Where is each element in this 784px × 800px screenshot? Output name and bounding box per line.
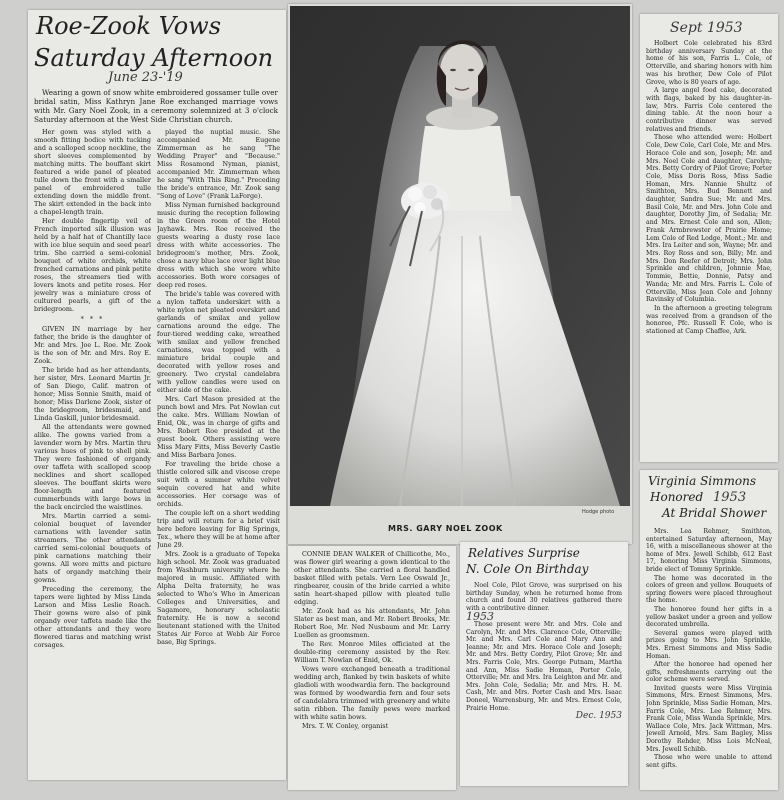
bride-photo-clipping <box>288 4 632 544</box>
col1-paragraph: Her gown was styled with a smooth fitting bodice with tucking and a scalloped scoop neckline, the short sleeves complemented by matching mitts. The bouffant skirt featured a wide panel of pleated tulle down the front with a smaller panel of embroidered tulle extending down the middle front. The skirt extended in the back into a chapel-length train. <box>34 128 151 216</box>
handwritten-year: 1953 <box>713 490 747 505</box>
col3-paragraph: Vows were exchanged beneath a traditional wedding arch, flanked by twin baskets of white gladioli with woodwardia fern. The background was formed by woodwardia fern and four sets of candelabra trimmed with greenery and white satin ribbon. The family pews were marked with white satin bows. <box>294 665 450 721</box>
col1-paragraph: Her double fingertip veil of French imported silk illusion was held by a half hat of Chantilly lace with ice blue sequin and seed pearl trim. She carried a semi-colonial bouquet of white orchids, white frenched carnations and pink petite roses, the streamers tied with lovers knots and petite roses. Her jewelry was a miniature cross of cultured pearls, a gift of the bridegroom. <box>34 217 151 313</box>
section-separator: * * * <box>80 315 105 323</box>
article-headline-line2: Saturday Afternoon <box>34 44 274 72</box>
article-column-3 <box>294 550 450 788</box>
right-bottom-paragraph: After the honoree had opened her gifts, refreshments carrying out the color scheme were served. <box>646 661 772 684</box>
middle-headline-line1: Relatives Surprise <box>468 546 580 560</box>
col2-paragraph: played the nuptial music. She accompanied Mr. Eugene Zimmerman as he sang "The Wedding Prayer" and "Because." Miss Rosamond Nyman, pianist, accompanied Mr. Zimmerman when he sang "With This Ring." Preceding the bride's entrance, Mr. Zook sang "Song of Love" (Frank LaForge). <box>157 128 280 200</box>
handwritten-date: June 23-'19 <box>108 70 183 85</box>
col3-paragraph: The Rev. Monroe Miles officiated at the double-ring ceremony assisted by the Rev. William T. Nowlan of Enid, Ok. <box>294 640 450 664</box>
right-top-paragraph: Those who attended were: Holbert Cole, Dew Cole, Carl Cole, Mr. and Mrs. Horace Cole and son, Joseph; Mr. and Mrs. Noel Cole and daughter, Carolyn; Mrs. Betty Cordry of Pilot Grove; Porter Cole, Miss Doris Ross, Miss Sadie Homan, Mrs. Nannie Shultz of Smithton, Mrs. Bud Bennett and daughter, Sandra Sue; Mr. and Mrs. Basil Cole, Mr. and Mrs. John Cole and daughter, Dorothy Jim, of Sedalia; Mr. and Mrs. Ernest Cole and son, Allen; Frank Armbrewster of Prairie Home; Lem Cole of Red Lodge, Mont.; Mr. and Mrs. Ira Leiter and son, Wayne; Mr. and Mrs. Roy Ross and son, Billy; Mr. and Mrs. Don Reefer of Detroit; Mrs. John Sprinkle and children, Johnnie Mae, Tommie, Bettie, Donnie, Patsy and Wanda; Mr. and Mrs. Farris L. Cole of Otterville, Miss Jean Cole and Johnny Ravinsky of Columbia. <box>646 134 772 304</box>
article-intro <box>34 88 278 125</box>
right-top-paragraph: In the afternoon a greeting telegram was received from a grandson of the honoree, Pfc. Russell F. Cole, who is stationed at Camp Chaffee, Ark. <box>646 304 772 336</box>
col2-paragraph: The bride's table was covered with a nylon taffeta underskirt with a white nylon net pleated overskirt and garlands of smilax and yellow carnations around the edge. The four-tiered wedding cake, wreathed with smilax and yellow frenched carnations, was topped with a miniature bridal couple and decorated with yellow roses and greenery. Two crystal candelabra with yellow candles were used on either side of the cake. <box>157 290 280 394</box>
handwritten-year: 1953 <box>466 610 494 624</box>
handwritten-date: Sept 1953 <box>670 20 743 36</box>
col2-paragraph: Mrs. Zook is a graduate of Topeka high school. Mr. Zook was graduated from Washburn university where he majored in music. Affiliated with Alpha Delta fraternity, he was selected to Who's Who in American Colleges and Universities, and Sagamore, honorary scholastic fraternity. He is now a second lieutenant stationed with the United States Air Force at Webb Air Force base, Big Springs. <box>157 550 280 646</box>
col2-paragraph: The couple left on a short wedding trip and will return for a brief visit here before leaving for Big Springs, Tex., where they will be at home after June 29. <box>157 509 280 549</box>
right-top-paragraph: Holbert Cole celebrated his 83rd birthday anniversary Sunday at the home of his son, Farris L. Cole, of Otterville, and sharing honors with him was his brother, Dew Cole of Pilot Grove, who is 80 years of age. <box>646 40 772 86</box>
right-bottom-paragraph: Those who were unable to attend sent gifts. <box>646 754 772 769</box>
cole-83rd-birthday-clipping <box>640 14 778 462</box>
article-headline-line1: Roe-Zook Vows <box>36 12 222 40</box>
middle-body <box>466 582 622 782</box>
right-top-body <box>646 40 772 460</box>
photo-credit: Hodge photo <box>582 509 615 515</box>
photo-caption: MRS. GARY NOEL ZOOK <box>388 524 503 533</box>
article-column-2 <box>157 128 280 778</box>
right-headline-line2 <box>650 490 746 505</box>
bride-photo <box>290 6 630 506</box>
handwritten-date: Dec. 1953 <box>575 711 622 722</box>
right-top-paragraph: A large angel food cake, decorated with flags, baked by his daughter-in-law, Mrs. Farris Cole centered the dining table. At the noon hour a contributive dinner was served relatives and friends. <box>646 87 772 133</box>
col1-paragraph: The bride had as her attendants, her sister, Mrs. Leonard Martin Jr. of San Diego, Calif. matron of honor; Miss Sonnie Smith, maid of honor; Miss Darlene Zook, sister of the bridegroom, bridesmaid, and Linda Gaskill, junior bridesmaid. <box>34 366 151 422</box>
right-bottom-paragraph: The honoree found her gifts in a yellow basket under a green and yellow decorated umbrella. <box>646 605 772 629</box>
col3-paragraph: CONNIE DEAN WALKER of Chillicothe, Mo., was flower girl wearing a gown identical to the other attendants. She carried a floral handled basket filled with petals. Vern Lee Oswald Jr., ringbearer, cousin of the bride carried a white satin heart-shaped pillow with pleated tulle edging. <box>294 550 450 606</box>
col1-paragraph: All the attendants were gowned alike. The gowns varied from a lavender worn by Mrs. Martin thru various hues of pink to shell pink. They were fashioned of organdy over taffeta with scalloped scoop necklines and short scalloped sleeves. The bouffant skirts were floor-length and featured cummerbunds with large bows in the back encircled the waistlines. <box>34 423 151 511</box>
col1-paragraph: Preceding the ceremony, the tapers were lighted by Miss Linda Larson and Miss Leslie Roach. Their gowns were also of pink organdy over taffeta made like the other attendants and they wore flowered tiaras and matching wrist corsages. <box>34 585 151 649</box>
intro-paragraph: Wearing a gown of snow white embroidered gossamer tulle over bridal satin, Miss Kathryn Jane Roe exchanged marriage vows with Mr. Gary Noel Zook, in a ceremony solemnized at 3 o'clock Saturday afternoon at the West Side Christian church. <box>34 88 278 124</box>
col2-paragraph: Miss Nyman furnished background music during the reception following in the Green room of the Hotel Jayhawk. Mrs. Roe received the guests wearing a dusty rose lace dress with white accessories. The bridegroom's mother, Mrs. Zook, chose a navy blue lace over light blue dress with which she wore white accessories. Both wore corsages of deep red roses. <box>157 201 280 289</box>
middle-paragraph: Noel Cole, Pilot Grove, was surprised on his birthday Sunday, when he returned home from church and found 30 relatives gathered there with a contributive dinner. <box>466 582 622 612</box>
right-bottom-paragraph: Invited guests were Miss Virginia Simmons, Mrs. Ernest Simmons, Mrs. John Sprinkle, Miss Sadie Homan, Mrs. Farris Cole, Mrs. Lee Rehmer, Mrs. Frank Cole, Miss Wanda Sprinkle, Mrs. Wallace Cole, Mrs. Jack Wittman, Mrs. Jewell Arnold, Mrs. Sam Bagley, Miss Dorothy Rehder, Miss Lois McNeal, Mrs. Jewell Schibb. <box>646 684 772 753</box>
wedding-article-clipping <box>28 10 286 780</box>
right-headline-honored: Honored <box>650 490 704 504</box>
cole-birthday-clipping <box>460 542 628 786</box>
col2-paragraph: Mrs. Carl Mason presided at the punch bowl and Mrs. Pat Nowlan cut the cake. Mrs. William Nowlan of Enid, Ok., was in charge of gifts and Mrs. Robert Roe presided at the guest book. Others assisting were Miss Mary Fitts, Miss Beverly Castle and Miss Barbara Jones. <box>157 395 280 459</box>
right-headline-line3: At Bridal Shower <box>662 506 767 520</box>
simmons-shower-clipping <box>640 470 778 790</box>
middle-headline-line2: N. Cole On Birthday <box>466 562 589 576</box>
wedding-article-continuation <box>288 546 456 790</box>
right-bottom-paragraph: Several games were played with prizes going to Mrs. John Sprinkle, Mrs. Ernest Simmons and Miss Sadie Homan. <box>646 629 772 660</box>
right-bottom-paragraph: Mrs. Lea Rehmer, Smithton, entertained Saturday afternoon, May 16, with a miscellaneous shower at the home of Mrs. Jewell Schibb, 612 East 17, honoring Miss Virginia Simmons, bride elect of Tommy Sprinkle. <box>646 528 772 573</box>
col1-paragraph: GIVEN IN marriage by her father, the bride is the daughter of Mr. and Mrs. Joe L. Roe. Mr. Zook is the son of Mr. and Mrs. Roy E. Zook. <box>34 325 151 365</box>
right-bottom-body <box>646 528 772 786</box>
middle-paragraph: Those present were Mr. and Mrs. Cole and Carolyn, Mr. and Mrs. Clarence Cole, Otterville; Mr. and Mrs. Carl Cole and Mary Ann and Jeanne; Mr. and Mrs. Horace Cole and Joseph; Mr. and Mrs. Betty Cordry, Pilot Grove; Mr. and Mrs. Farris Cole, Mrs. George Putnam, Martha and Ann, Miss Sadie Homan, Porter Cole, Otterville; Mr. and Mrs. Ira Leighton and Mr. and Mrs. John Cole, Sedalia; Mr. and Mrs. H. M. Cash, Mr. and Mrs. Porter Cash and Mrs. Isaac Doneel, Warrensburg, Mr. and Mrs. Ernest Cole, Prairie Home. <box>466 620 622 712</box>
right-bottom-paragraph: The home was decorated in the colors of green and yellow. Bouquets of spring flowers were placed throughout the home. <box>646 574 772 605</box>
col3-paragraph: Mr. Zook had as his attendants, Mr. John Slater as best man, and Mr. Robert Brooks, Mr. Robert Roe, Mr. Ned Nusbaum and Mr. Larry Luellen as groomsmen. <box>294 607 450 639</box>
col1-paragraph: Mrs. Martin carried a semi-colonial bouquet of lavender carnations with lavender satin streamers. The other attendants carried semi-colonial bouquets of pink carnations matching their gowns. All wore mitts and picture hats of organdy matching their gowns. <box>34 512 151 584</box>
col3-paragraph: Mrs. T. W. Conley, organist <box>302 722 389 730</box>
article-column-1 <box>34 128 151 778</box>
right-headline-line1: Virginia Simmons <box>648 474 757 488</box>
col2-paragraph: For traveling the bride chose a thistle colored silk and viscose crepe suit with a summer white velvet sequin covered hat and white accessories. Her corsage was of orchids. <box>157 460 280 508</box>
